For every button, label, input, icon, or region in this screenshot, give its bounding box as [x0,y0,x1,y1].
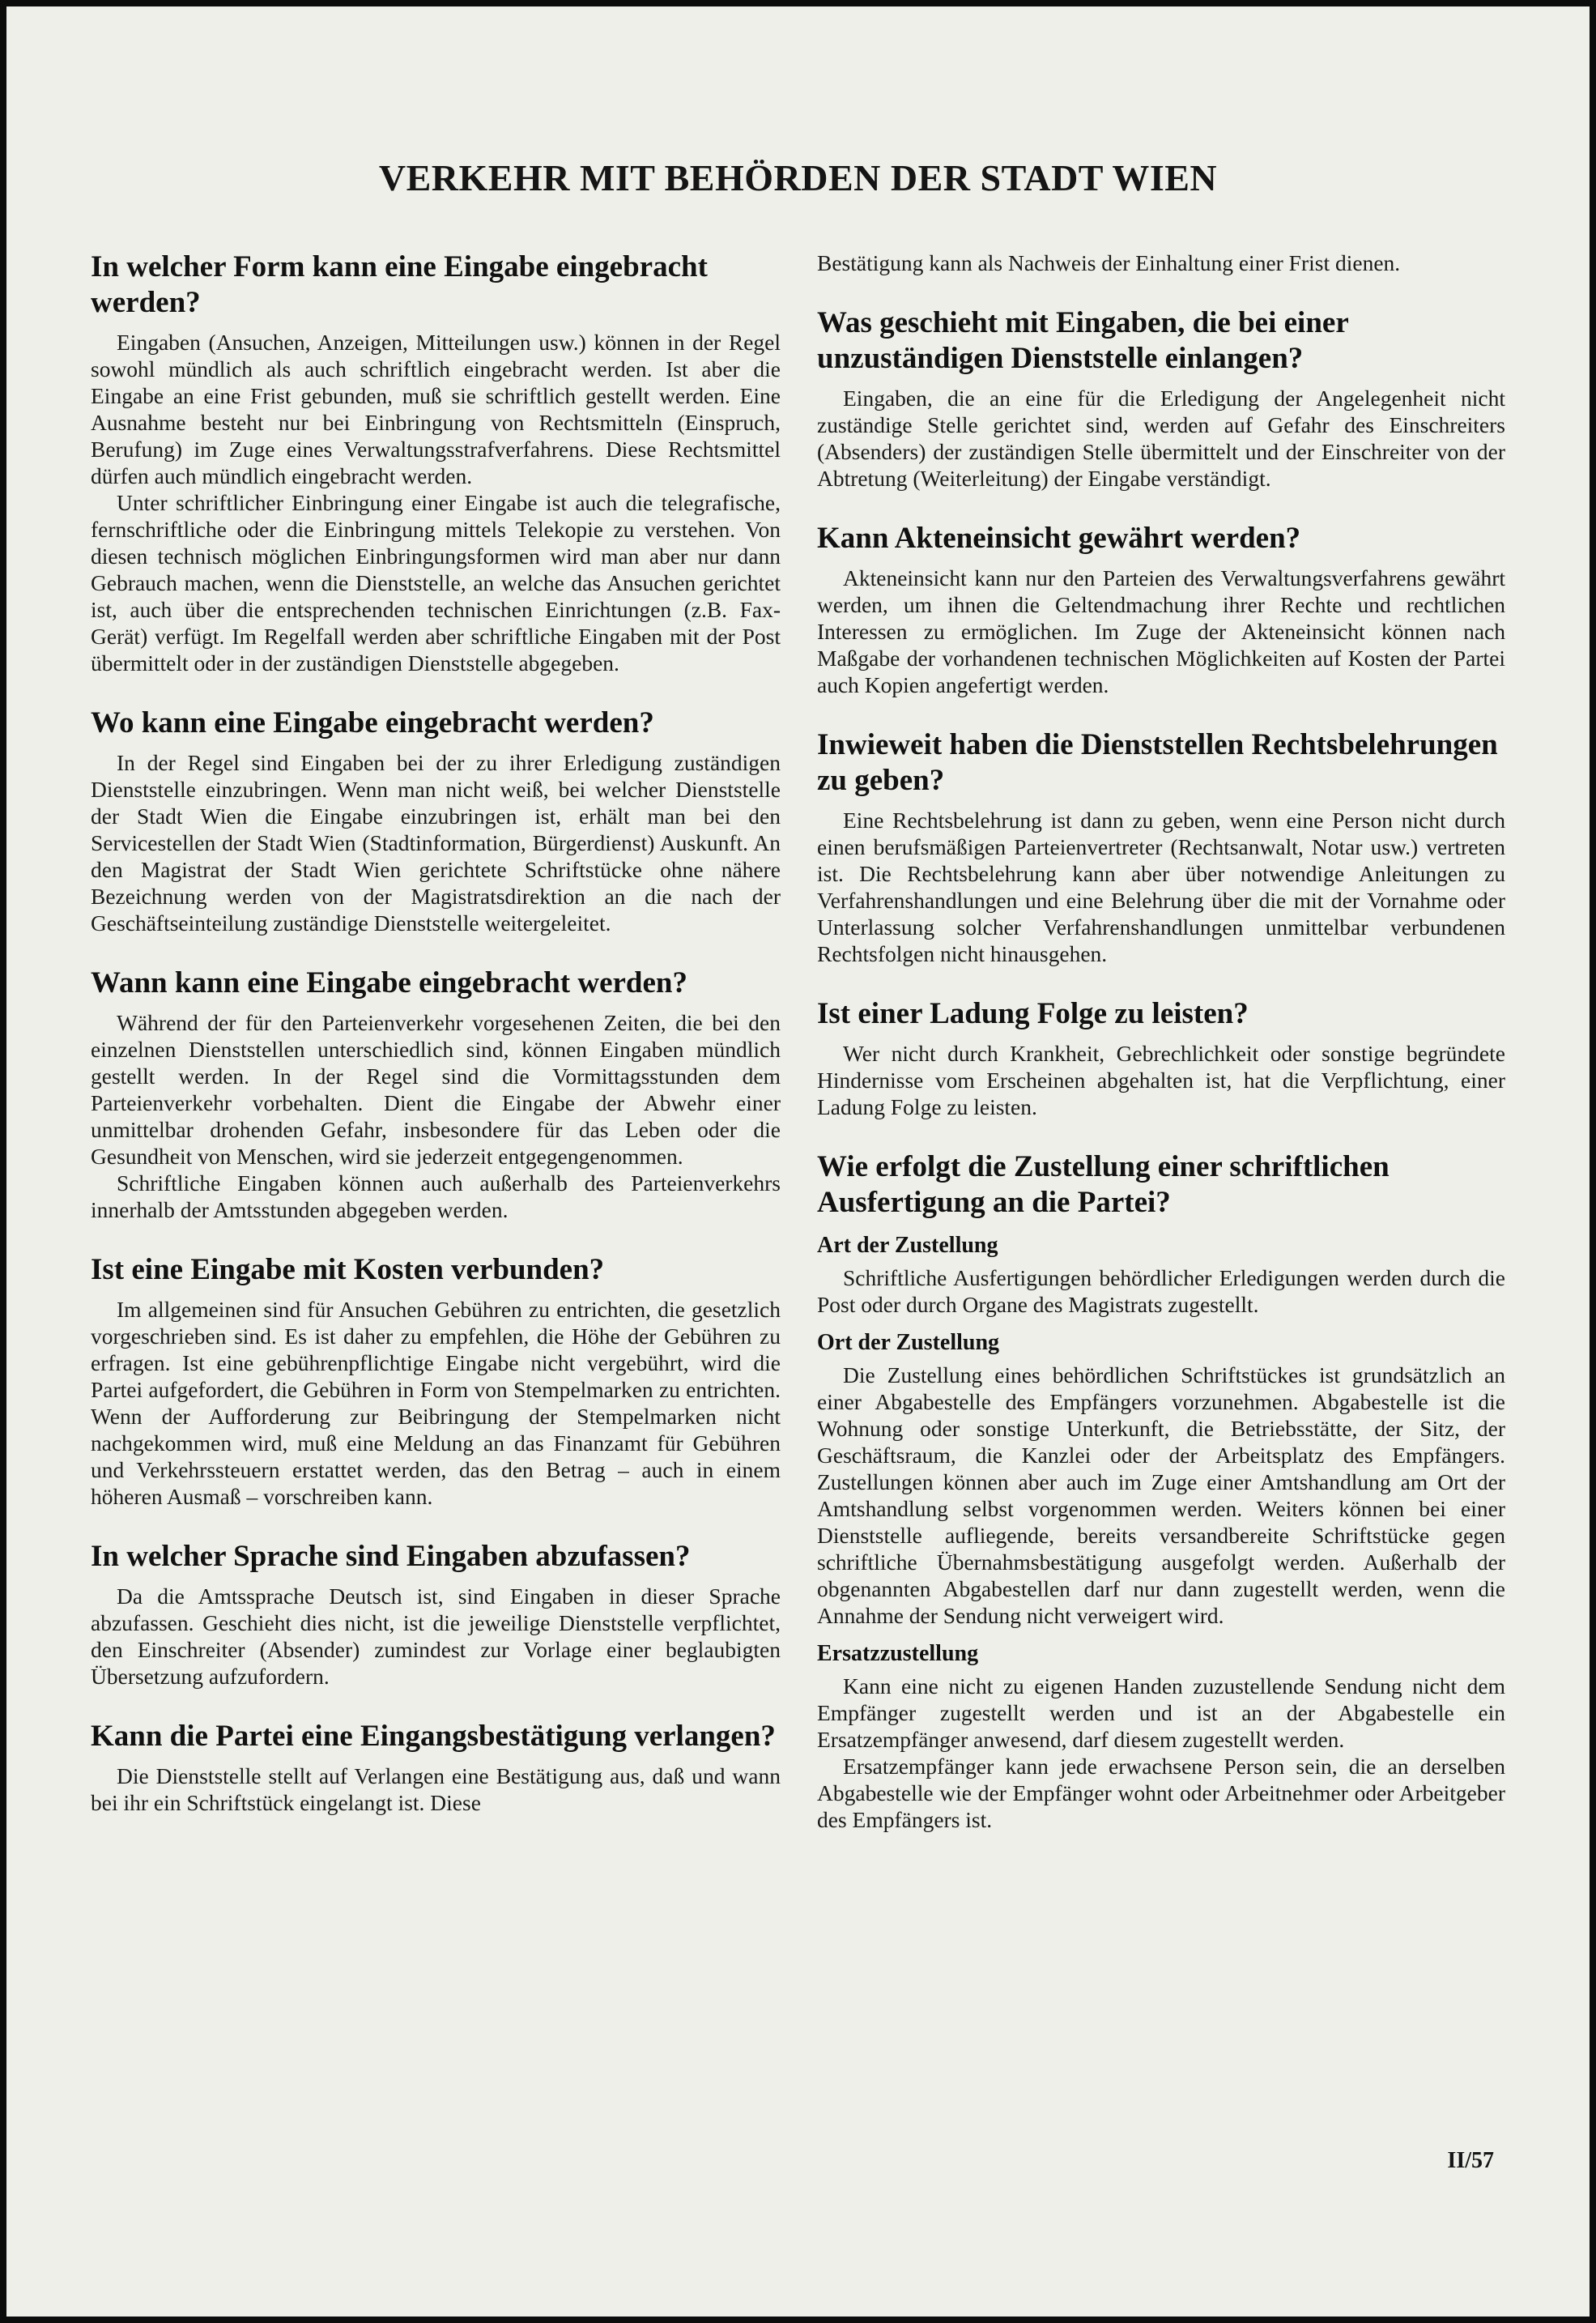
section-heading: Ist eine Eingabe mit Kosten verbunden? [91,1253,605,1286]
paragraph: In der Regel sind Eingaben bei der zu ihrer Erledigung zuständigen Dienststelle einzubringen. Wenn man nicht weiß, bei welcher Dienststelle der Stadt Wien die Eingabe einzubringen ist, erhält man bei den Servicestellen der Stadt Wien (Stadtinformation, Bürgerdienst) Auskunft. An den Magistrat der Stadt Wien gerichtete Schriftstücke ohne nähere Bezeichnung werden von der Magistratsdirektion an die nach der Geschäftseinteilung zuständige Dienststelle weitergeleitet. [91,750,781,936]
page-title: VERKEHR MIT BEHÖRDEN DER STADT WIEN [378,157,1218,198]
paragraph: Da die Amtssprache Deutsch ist, sind Eingaben in dieser Sprache abzufassen. Geschieht dies nicht, ist die jeweilige Dienststelle verpflichtet, den Einschreiter (Absender) zumindest zur Vorlage einer beglaubigten Übersetzung aufzufordern. [91,1583,781,1689]
section-ladung [817,996,1505,1120]
section-heading: Wie erfolgt die Zustellung einer schriftlichen Ausfertigung an die Partei? [817,1150,1390,1219]
section-heading: In welcher Sprache sind Eingaben abzufassen? [91,1540,691,1573]
section-eingangsbestaetigung [91,1719,781,1816]
subsection-art-der-zustellung [817,1232,1505,1318]
section-continuation [817,249,1505,276]
paragraph: Eingaben, die an eine für die Erledigung der Angelegenheit nicht zuständige Stelle gerichtet sind, werden auf Gefahr des Einschreiters (Absenders) der zuständigen Stelle übermittelt und der Einschreiter von der Abtretung (Weiterleitung) der Eingabe verständigt. [817,386,1505,491]
subsection-heading: Art der Zustellung [817,1233,998,1258]
section-heading: Inwieweit haben die Dienststellen Rechtsbelehrungen zu geben? [817,728,1498,797]
section-rechtsbelehrung [817,727,1505,967]
section-heading: Wann kann eine Eingabe eingebracht werden? [91,966,688,1000]
page-number: II/57 [1447,2148,1494,2173]
subsection-heading: Ersatzzustellung [817,1641,979,1666]
section-heading: Was geschieht mit Eingaben, die bei einer unzuständigen Dienststelle einlangen? [817,306,1349,375]
subsection-ersatzzustellung [817,1640,1505,1833]
paragraph: Die Dienststelle stellt auf Verlangen eine Bestätigung aus, daß und wann bei ihr ein Schriftstück eingelangt ist. Diese [91,1763,781,1815]
document-page [6,6,1590,2317]
paragraph: Während der für den Parteienverkehr vorgesehenen Zeiten, die bei den einzelnen Dienststellen unterschiedlich sind, können Eingaben mündlich gestellt werden. In der Regel sind die Vormittagsstunden dem Parteienverkehr vorbehalten. Dient die Eingabe der Abwehr einer unmittelbar drohenden Gefahr, insbesondere für das Leben oder die Gesundheit von Menschen, wird sie jederzeit entgegengenommen. [91,1010,781,1169]
section-heading: In welcher Form kann eine Eingabe eingebracht werden? [91,250,708,319]
section-eingabe-wo [91,705,781,936]
section-eingabe-sprache [91,1539,781,1690]
section-heading: Kann Akteneinsicht gewährt werden? [817,522,1301,555]
paragraph: Schriftliche Eingaben können auch außerhalb des Parteienverkehrs innerhalb der Amtsstunden abgegeben werden. [91,1170,781,1222]
section-unzustaendige-stelle [817,305,1505,492]
right-column [817,249,1505,1862]
section-eingabe-form [91,249,781,676]
section-heading: Kann die Partei eine Eingangsbestätigung verlangen? [91,1720,776,1753]
subsection-ort-der-zustellung [817,1329,1505,1629]
paragraph: Ersatzempfänger kann jede erwachsene Person sein, die an derselben Abgabestelle wie der Empfänger wohnt oder Arbeitnehmer oder Arbeitgeber des Empfängers ist. [817,1754,1505,1832]
paragraph: Im allgemeinen sind für Ansuchen Gebühren zu entrichten, die gesetzlich vorgeschrieben sind. Es ist daher zu empfehlen, die Höhe der Gebühren zu erfragen. Ist eine gebührenpflichtige Eingabe nicht vergebührt, wird die Partei aufgefordert, die Gebühren in Form von Stempelmarken zu entrichten. Wenn der Aufforderung zur Beibringung der Stempelmarken nicht nachgekommen wird, muß eine Meldung an das Finanzamt für Gebühren und Verkehrssteuern erstattet werden, das den Betrag – auch in einem höheren Ausmaß – vorschreiben kann. [91,1297,781,1509]
section-akteneinsicht [817,521,1505,698]
section-heading: Wo kann eine Eingabe eingebracht werden? [91,706,654,740]
section-eingabe-wann [91,965,781,1223]
section-heading: Ist einer Ladung Folge zu leisten? [817,997,1249,1030]
paragraph: Schriftliche Ausfertigungen behördlicher Erledigungen werden durch die Post oder durch Organe des Magistrats zugestellt. [817,1265,1505,1317]
left-column [91,249,781,1845]
paragraph: Wer nicht durch Krankheit, Gebrechlichkeit oder sonstige begründete Hindernisse vom Erscheinen abgehalten ist, hat die Verpflichtung, einer Ladung Folge zu leisten. [817,1041,1505,1119]
section-zustellung [817,1149,1505,1833]
paragraph-continuation: Bestätigung kann als Nachweis der Einhaltung einer Frist dienen. [817,250,1401,275]
subsection-heading: Ort der Zustellung [817,1330,1000,1355]
section-eingabe-kosten [91,1252,781,1510]
paragraph: Die Zustellung eines behördlichen Schriftstückes ist grundsätzlich an einer Abgabestelle des Empfängers vorzunehmen. Abgabestelle ist die Wohnung oder sonstige Unterkunft, die Betriebsstätte, der Sitz, der Geschäftsraum, die Kanzlei oder der Arbeitsplatz des Empfängers. Zustellungen können aber auch im Zuge einer Amtshandlung am Ort der Amtshandlung selbst vorgenommen werden. Weiters können bei einer Dienststelle aufliegende, bereits versandbereite Schriftstücke gegen schriftliche Übernahmsbestätigung ausgefolgt werden. Außerhalb der obgenannten Abgabestellen darf nur dann zugestellt werden, wenn die Annahme der Sendung nicht verweigert wird. [817,1362,1505,1628]
paragraph: Akteneinsicht kann nur den Parteien des Verwaltungsverfahrens gewährt werden, um ihnen die Geltendmachung ihrer Rechte und rechtlichen Interessen zu ermöglichen. Im Zuge der Akteneinsicht können nach Maßgabe der vorhandenen technischen Möglichkeiten auf Kosten der Partei auch Kopien angefertigt werden. [817,565,1505,697]
paragraph: Unter schriftlicher Einbringung einer Eingabe ist auch die telegrafische, fernschriftliche oder die Einbringung mittels Telekopie zu verstehen. Von diesen technisch möglichen Einbringungsformen wird man aber nur dann Gebrauch machen, wenn die Dienststelle, an welche das Ansuchen gerichtet ist, auch über die entsprechenden technischen Einrichtungen (z.B. Fax-Gerät) verfügt. Im Regelfall werden aber schriftliche Eingaben mit der Post übermittelt oder in der zuständigen Dienststelle abgegeben. [91,490,781,676]
paragraph: Kann eine nicht zu eigenen Handen zuzustellende Sendung nicht dem Empfänger zugestellt werden und ist an der Abgabestelle ein Ersatzempfänger anwesend, darf diesem zugestellt werden. [817,1673,1505,1752]
paragraph: Eingaben (Ansuchen, Anzeigen, Mitteilungen usw.) können in der Regel sowohl mündlich als auch schriftlich eingebracht werden. Ist aber die Eingabe an eine Frist gebunden, muß sie schriftlich gestellt werden. Eine Ausnahme besteht nur bei Einbringung von Rechtsmitteln (Einspruch, Berufung) im Zuge eines Verwaltungsstrafverfahrens. Diese Rechtsmittel dürfen auch mündlich eingebracht werden. [91,330,781,488]
paragraph: Eine Rechtsbelehrung ist dann zu geben, wenn eine Person nicht durch einen berufsmäßigen Parteienvertreter (Rechtsanwalt, Notar usw.) vertreten ist. Die Rechtsbelehrung kann aber über notwendige Anleitungen zu Verfahrenshandlungen und eine Belehrung über die mit der Vornahme oder Unterlassung solcher Verfahrenshandlungen unmittelbar verbundenen Rechtsfolgen nicht hinausgehen. [817,808,1505,966]
